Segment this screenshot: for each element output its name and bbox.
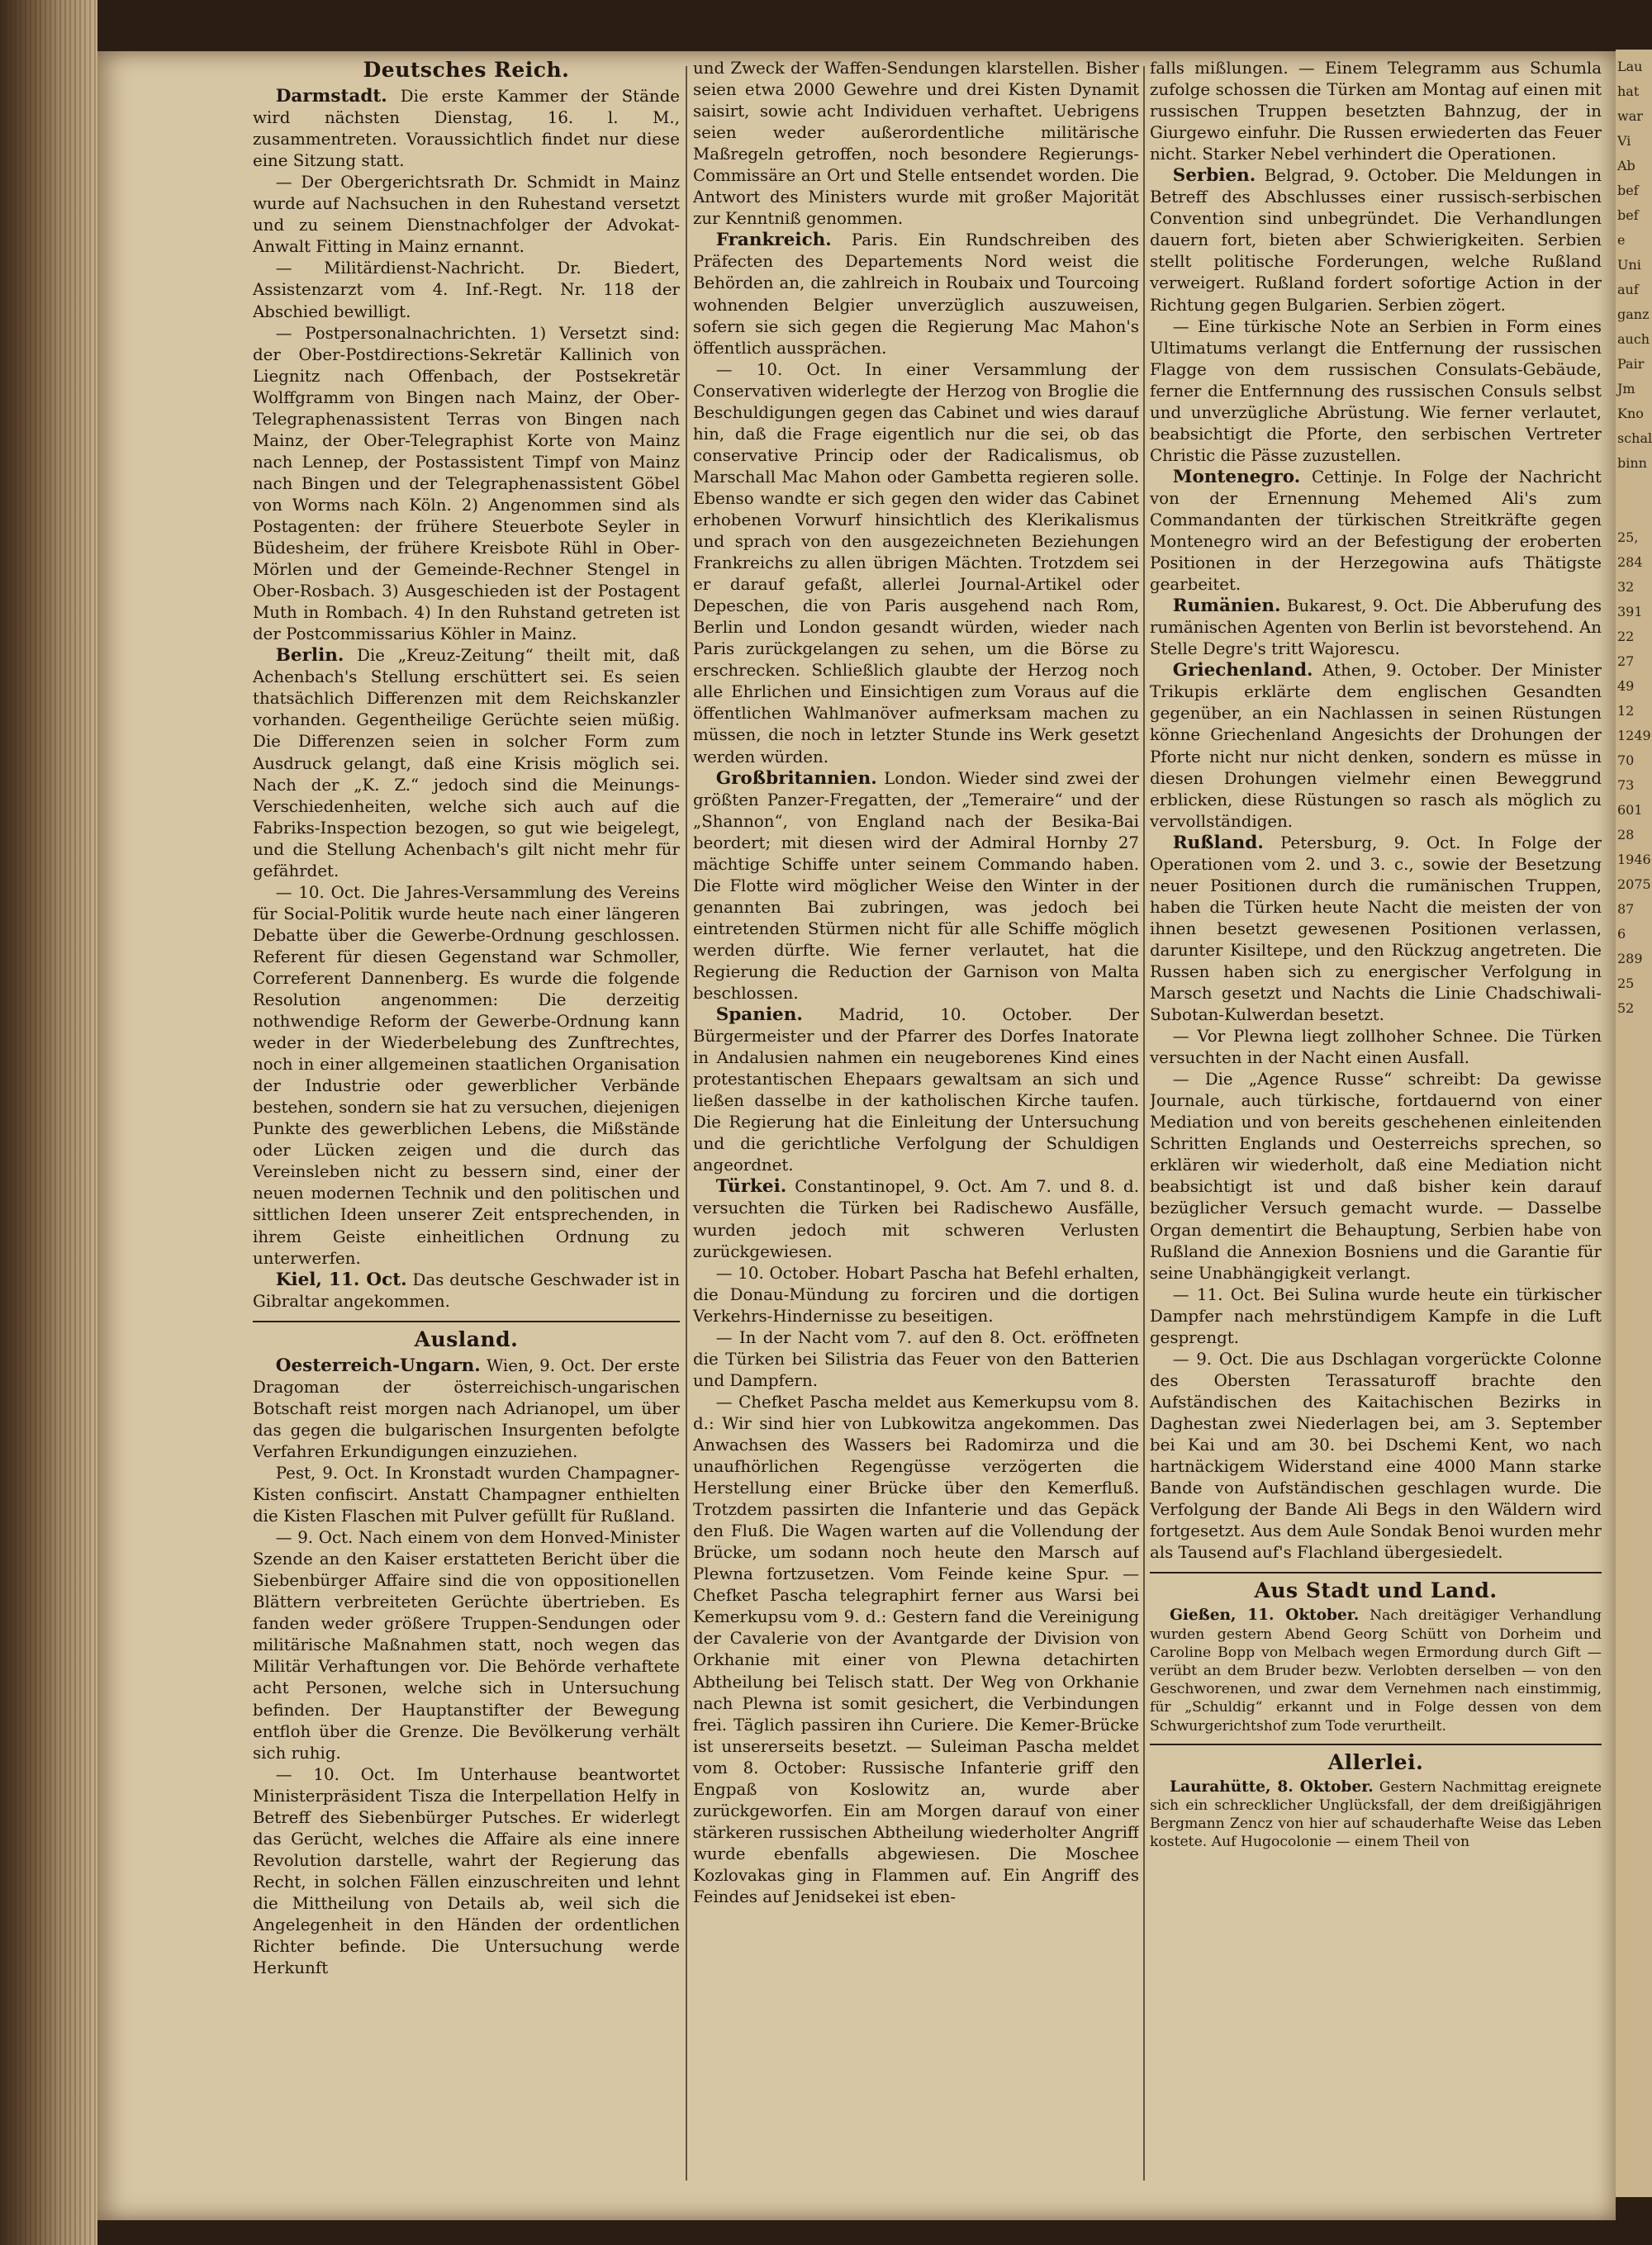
article [253,645,680,882]
article [253,1270,680,1312]
country-heading: Großbritannien. [715,767,877,789]
article: — Chefket Pascha meldet aus Kemerkupsu vom 8. d.: Wir sind hier von Lubkowitza angekommen. Das Anwachsen des Wassers bei Radomirza und die unaufhörlichen Regengüsse verzögerten die Herstellung einer Brücke über den Kemerfluß. Trotzdem passirten die Infanterie und das Gepäck den Fluß. Die Wagen warten auf die Vollendung der Brücke, um sodann noch heute den Marsch auf Plewna fortzusetzen. Vom Feinde keine Spur. — Chefket Pascha telegraphirt ferner aus Warsi bei Kemerkupsu vom 9. d.: Gestern fand die Vereinigung der Cavalerie von der Avantgarde der Division von Orkhanie mit einer von Plewna detachirten Abtheilung bei Telisch statt. Der Weg von Orkhanie nach Plewna ist somit gesichert, die Verbindungen frei. Täglich passiren ihn Curiere. Die Kemer-Brücke ist unsererseits besetzt. — Suleiman Pascha meldet vom 8. October: Russische Infanterie griff den Engpaß von Koslowitz an, wurde aber zurückgeworfen. Ein am Morgen darauf von einer stärkeren russischen Abtheilung wiederholter Angriff wurde ebenfalls abgewiesen. Die Moschee Kozlovakas ging in Flammen auf. Ein Angriff des Feindes auf Jenidsekei ist eben- [693,1392,1139,1906]
article [253,86,680,172]
article: — Der Obergerichtsrath Dr. Schmidt in Mainz wurde auf Nachsuchen in den Ruhestand versetzt und zu seinem Dienstnachfolger der Advokat-Anwalt Fitting in Mainz ernannt. [253,173,680,257]
section-heading-ausland: Ausland. [414,1327,519,1351]
article: — Vor Plewna liegt zollhoher Schnee. Die Türken versuchten in der Nacht einen Ausfall. [1150,1027,1602,1068]
article [1150,660,1602,832]
article: — 10. Oct. In einer Versammlung der Conservativen widerlegte der Herzog von Broglie die Beschuldigungen gegen das Cabinet und wies darauf hin, daß die Frage eigentlich nur die sei, ob das conservative Princip oder der Radicalismus, ob Marschall Mac Mahon oder Gambetta regieren solle. Ebenso wandte er sich gegen den wider das Cabinet erhobenen Vorwurf hinsichtlich des Klerikalismus und sprach von den ausgezeichneten Beziehungen Frankreichs zu allen übrigen Mächten. Trotzdem sei er darauf gefaßt, allerlei Journal-Artikel oder Depeschen, die von Paris ausgehend nach Rom, Berlin und London gesandt würden, wieder nach Paris zurückgelangen zu sehen, um die Börse zu erschrecken. Schließlich glaubte der Herzog noch alle Ehrlichen und Einsichtigen zum Voraus auf die öffentlichen Wahlmanöver aufmerksam machen zu müssen, die noch in letzter Stunde ins Werk gesetzt werden würden. [693,359,1139,767]
article: — 10. Oct. Im Unterhause beantwortet Ministerpräsident Tisza die Interpellation Helfy in Betreff des Siebenbürger Putsches. Er widerlegt das Gerücht, welches die Affaire als eine innere Revolution darstelle, wahrt der Regierung das Recht, in solchen Fällen einzuschreiten und lehnt die Mittheilung von Details ab, weil sich die Angelegenheit in den Händen der ordentlichen Richter befinde. Die Untersuchung werde Herkunft [253,1764,680,1978]
article [693,1176,1139,1262]
country-heading: Serbien. [1172,165,1256,187]
article: falls mißlungen. — Einem Telegramm aus Schumla zufolge schossen die Türken am Montag auf einen mit russischen Truppen besetzten Bahnzug, der in Giurgewo einfuhr. Die Russen erwiederten das Feuer nicht. Starker Nebel verhindert die Operationen. [1150,59,1602,164]
article [693,768,1139,1005]
column-rule [686,66,687,2181]
dateline: Darmstadt. [275,86,387,107]
dateline: Kiel, 11. Oct. [275,1269,407,1290]
article [1150,467,1602,596]
section-heading-allerlei: Allerlei. [1327,1749,1424,1774]
article-text: Bukarest, 9. Oct. Die Abberufung des rumänischen Agenten von Berlin ist bevorstehend. An Stelle Degre's tritt Wajorescu. [1150,596,1602,659]
country-heading: Rumänien. [1172,596,1281,617]
article-text: Constantinopel, 9. Oct. Am 7. und 8. d. versuchten die Türken bei Radischewo Ausfälle, wurden jedoch mit schweren Verlusten zurückgewiesen. [693,1177,1139,1261]
article: Pest, 9. Oct. In Kronstadt wurden Champagner-Kisten confiscirt. Anstatt Champagner enthielten die Kisten Flaschen mit Pulver gefüllt für Rußland. [253,1464,680,1526]
country-heading: Türkei. [715,1176,787,1198]
article-text: Petersburg, 9. Oct. In Folge der Operationen vom 2. und 3. c., sowie der Besetzung neuer Positionen durch die rumänischen Truppen, haben die Türken heute Nacht die meisten der von ihnen besetzt gewesenen Positionen verlassen, darunter Kisiltepe, und den Rückzug angetreten. Die Russen haben sich zu energischer Verfolgung in Marsch gesetzt und Nachts die Linie Chadschiwali-Subotan-Kulwerdan besetzt. [1150,833,1602,1025]
article: — Die „Agence Russe“ schreibt: Da gewisse Journale, auch türkische, fortdauernd von einer Mediation und von bereits geschehenen einleitenden Schritten Englands und Oesterreichs sprechen, so erklären wir wiederholt, daß eine Mediation nicht beabsichtigt ist und daß bisher kein darauf bezüglicher Versuch gemacht wurde. — Dasselbe Organ dementirt die Behauptung, Serbien habe von Rußland die Annexion Bosniens und die Garantie für seine Unabhängigkeit verlangt. [1150,1070,1602,1283]
article: — Eine türkische Note an Serbien in Form eines Ultimatums verlangt die Entfernung der russischen Flagge von dem russischen Consulats-Gebäude, ferner die Entfernnung des russischen Consuls selbst und unverzügliche Abrüstung. Wie ferner verlautet, beabsichtigt die Pforte, den serbischen Vertreter Christic die Pässe zuzustellen. [1150,316,1602,465]
dateline: Gießen, 11. Oktober. [1170,1607,1360,1625]
section-divider [1150,1572,1602,1573]
article: — 11. Oct. Bei Sulina wurde heute ein türkischer Dampfer nach mehrstündigem Kampfe in die Luft gesprengt. [1150,1284,1602,1347]
article-text: London. Wieder sind zwei der größten Panzer-Fregatten, der „Temeraire“ und der „Shannon“, von England nach der Besika-Bai beordert; mit diesen wird der Admiral Hornby 27 mächtige Schiffe unter seinem Commando haben. Die Flotte wird möglicher Weise den Winter in der genannten Bai zubringen, was jedoch bei eintretenden Stürmen nicht für alle Schiffe möglich werden dürfte. Wie ferner verlautet, hat die Regierung die Reduction der Garnison von Malta beschlossen. [693,768,1139,1004]
country-heading: Oesterreich-Ungarn. [275,1355,481,1376]
article-text: Paris. Ein Rundschreiben des Präfecten des Departements Nord weist die Behörden an, die zahlreich in Roubaix und Tourcoing wohnenden Belgier unverzüglich auszuweisen, sofern sie sich gegen die Regierung Mac Mahon's öffentlich aussprächen. [693,230,1139,358]
article [1150,833,1602,1026]
article: — 10. Oct. Die Jahres-Versammlung des Vereins für Social-Politik wurde heute nach einer längeren Debatte über die Gewerbe-Ordnung geschlossen. Referent für diesen Gegenstand war Schmoller, Correferent Dannenberg. Es wurde die folgende Resolution angenommen: Die derzeitig nothwendige Reform der Gewerbe-Ordnung kann weder in der Wiederbelebung des Zunftrechtes, noch in einer allgemeinen staatlichen Organisation der Industrie oder gewerblicher Verbände bestehen, sondern sie hat zu versuchen, diejenigen Punkte des gewerblichen Lebens, die Mißstände oder Lücken zeigen und die durch das Vereinsleben nicht zu bessern sind, einer der neuen modernen Technik und den politischen und sittlichen Ideen unserer Zeit entsprechenden, in ihrem Geiste einheitlichen Ordnung zu unterwerfen. [253,882,680,1268]
article [1150,1778,1602,1852]
article: — 9. Oct. Nach einem von dem Honved-Minister Szende an den Kaiser erstatteten Bericht über die Siebenbürger Affaire sind die von oppositionellen Blättern verbreiteten Gerüchte übertrieben. Es fanden weder größere Truppen-Sendungen oder militärische Maßnahmen statt, noch wegen das Militär Verhaftungen vor. Die Behörde verhaftete acht Personen, welche sich in Untersuchung befinden. Der Hauptanstifter der Bewegung entfloh über die Grenze. Die Bevölkerung verhält sich ruhig. [253,1528,680,1763]
dateline: Berlin. [275,645,344,667]
country-heading: Spanien. [715,1004,803,1026]
section-heading-deutsches-reich: Deutsches Reich. [363,58,570,82]
article-text: Die erste Kammer der Stände wird nächsten Dienstag, 16. l. M., zusammentreten. Voraussichtlich findet nur diese eine Sitzung statt. [253,87,680,171]
article [253,1355,680,1463]
article-text: Cettinje. In Folge der Nachricht von der Ernennung Mehemed Ali's zum Commandanten der türkischen Streitkräfte gegen Montenegro wird an der Befestigung der eroberten Positionen in der Herzegowina aufs Thätigste gearbeitet. [1150,467,1602,595]
section-divider [253,1321,680,1322]
country-heading: Frankreich. [715,230,832,251]
adjacent-page-edge [1616,50,1652,2197]
article: und Zweck der Waffen-Sendungen klarstellen. Bisher seien etwa 2000 Gewehre und drei Kisten Dynamit saisirt, sowie acht Individuen verhaftet. Uebrigens seien weder außerordentliche militärische Maßregeln getroffen, noch besondere Regierungs-Commissäre an Ort und Stelle entsendet worden. Die Antwort des Ministers wurde mit großer Majorität zur Kenntniß genommen. [693,59,1139,229]
article-text: Gestern Nachmittag ereignete sich ein schrecklicher Unglücksfall, der dem dreißigjährigen Bergmann Zencz von hier auf schauderhafte Weise das Leben kostete. Auf Hugocolonie — einem Theil von [1150,1778,1602,1851]
article-text: Das deutsche Geschwader ist in Gibraltar angekommen. [253,1270,680,1311]
column-1 [253,58,680,2228]
column-3 [1150,58,1602,2228]
section-heading-aus-stadt-und-land: Aus Stadt und Land. [1254,1578,1498,1603]
column-2 [693,58,1139,2228]
article: — In der Nacht vom 7. auf den 8. Oct. eröffneten die Türken bei Silistria das Feuer von den Batterien und Dampfern. [693,1327,1139,1390]
article [693,1004,1139,1176]
article [1150,165,1602,316]
article: — Postpersonalnachrichten. 1) Versetzt sind: der Ober-Postdirections-Sekretär Kallinich von Liegnitz nach Offenbach, der Postsekretär Wolffgramm von Bingen nach Mainz, der Ober-Telegraphenassistent Terras von Bingen nach Mainz, der Ober-Telegraphist Korte von Mainz nach Lennep, der Postassistent Timpf von Mainz nach Bingen und der Telegraphenassistent Göbel von Worms nach Köln. 2) Angenommen sind als Postagenten: der frühere Steuerbote Seyler in Büdesheim, der frühere Kreisbote Rühl in Ober-Mörlen und der Gemeinde-Rechner Stengel in Ober-Rosbach. 3) Ausgeschieden ist der Postagent Muth in Rombach. 4) In den Ruhstand getreten ist der Postcommissarius Köhler in Mainz. [253,323,680,644]
book-spine [0,0,97,2245]
section-divider [1150,1744,1602,1745]
article [1150,1607,1602,1735]
dateline: Laurahütte, 8. Oktober. [1170,1777,1374,1796]
article [693,230,1139,358]
article [1150,596,1602,660]
article-text: Athen, 9. October. Der Minister Trikupis erklärte dem englischen Gesandten gegenüber, an ein Nachlassen in seinen Rüstungen könne Griechenland Angesichts der Drohungen der Pforte nicht nur nicht denken, sondern es müsse in diesen Drohungen vielmehr einen Beweggrund erblicken, diese Rüstungen so rasch als möglich zu vervollständigen. [1150,661,1602,831]
article: — Militärdienst-Nachricht. Dr. Biedert, Assistenzarzt vom 4. Inf.-Regt. Nr. 118 der Abschied bewilligt. [253,259,680,321]
column-rule [1143,66,1145,2181]
adjacent-page-fragments: Lau hat war Vi Ab bef bef e Uni auf ganz auch Pair Jm Kno schal binn 25, 284 32 391 22 27 49 12 1249 70 73 601 28 1946 2075 87 6 289 25 52 [1617,59,1652,1016]
article-text: Wien, 9. Oct. Der erste Dragoman der österreichisch-ungarischen Botschaft reist morgen nach Adrianopel, um über das gegen die bulgarischen Insurgenten befolgte Verfahren Erkundigungen einzuziehen. [253,1355,680,1461]
article-text: Nach dreitägiger Verhandlung wurden gestern Abend Georg Schütt von Dorheim und Caroline Bopp von Melbach wegen Ermordung durch Gift — verübt an dem Bruder bezw. Verlobten derselben — von den Geschworenen, und zwar dem Vernehmen nach einstimmig, für „Schuldig“ erkannt und in Folge dessen von dem Schwurgerichtshof zum Tode verurtheilt. [1150,1607,1602,1735]
country-heading: Rußland. [1172,832,1264,853]
article: — 10. October. Hobart Pascha hat Befehl erhalten, die Donau-Mündung zu forciren und die dortigen Verkehrs-Hindernisse zu beseitigen. [693,1263,1139,1326]
article-text: Die „Kreuz-Zeitung“ theilt mit, daß Achenbach's Stellung erschüttert sei. Es seien thatsächlich Differenzen mit dem Reichskanzler vorhanden. Gegentheilige Gerüchte seien müßig. Die Differenzen seien in solcher Form zum Ausdruck gelangt, daß eine Krisis möglich sei. Nach der „K. Z.“ jedoch sind die Meinungs-Verschiedenheiten, welche sich auch auf die Fabriks-Inspection bezogen, so gut wie beigelegt, und die Stellung Achenbach's gilt nicht mehr für gefährdet. [253,646,680,880]
article: — 9. Oct. Die aus Dschlagan vorgerückte Colonne des Obersten Terassaturoff brachte den Aufständischen des Kaitachischen Bezirks in Daghestan zwei Niederlagen bei, am 3. September bei Kai und am 30. bei Dschemi Kent, wo nach hartnäckigem Widerstand eine 4000 Mann starke Bande von Aufständischen geschlagen wurde. Die Verfolgung der Bande Ali Begs in den Wäldern wird fortgesetzt. Aus dem Aule Sondak Benoi wurden mehr als Tausend auf's Flachland übergesiedelt. [1150,1349,1602,1563]
article-text: Madrid, 10. October. Der Bürgermeister und der Pfarrer des Dorfes Inatorate in Andalusien nahmen ein neugeborenes Kind eines protestantischen Ehepaars gewaltsam an sich und ließen dasselbe in der katholischen Kirche taufen. Die Regierung hat die Einleitung der Untersuchung und die gerichtliche Verfolgung der Schuldigen angeordnet. [693,1005,1139,1175]
country-heading: Montenegro. [1172,466,1301,487]
country-heading: Griechenland. [1172,660,1313,681]
article-text: Belgrad, 9. October. Die Meldungen in Betreff des Abschlusses einer russisch-serbischen Convention sind unbegründet. Die Verhandlungen dauern fort, bieten aber Schwierigkeiten. Serbien stellt politische Forderungen, welche Rußland verweigert. Rußland fordert sofortige Action in der Richtung gegen Bulgarien. Serbien zögert. [1150,166,1602,315]
